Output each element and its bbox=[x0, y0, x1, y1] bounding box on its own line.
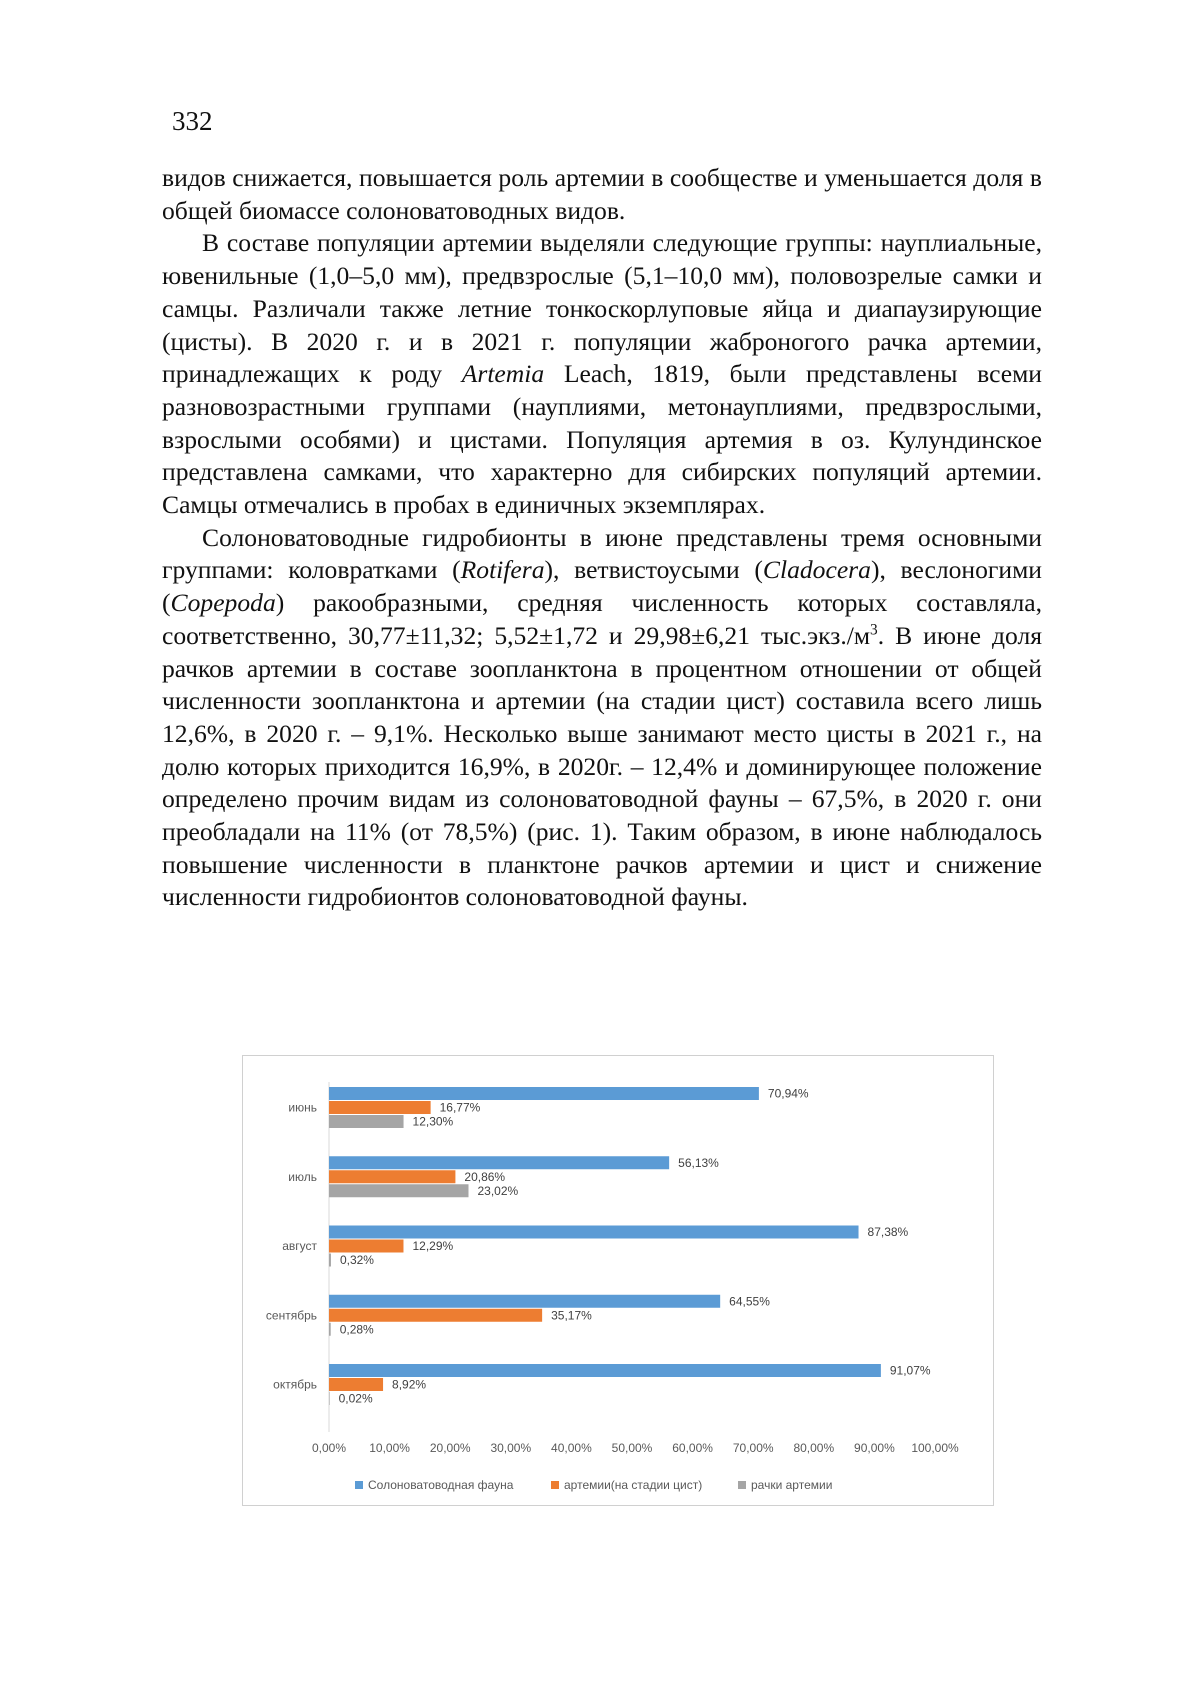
paragraph-1: видов снижается, повышается роль артемии в сообществе и уменьшается доля в общей биомассе солоноватоводных видов. bbox=[162, 162, 1042, 227]
bar bbox=[329, 1309, 542, 1322]
data-label: 35,17% bbox=[551, 1308, 592, 1322]
x-tick-label: 60,00% bbox=[672, 1441, 713, 1455]
data-label: 91,07% bbox=[890, 1364, 931, 1378]
paragraph-3-part-d: ) ракообразными, средняя численность которых составляла, соответственно, 30,77±11,32; 5,52±1,72 и 29,98±6,21 тыс.экз./м bbox=[162, 588, 1042, 650]
data-label: 87,38% bbox=[868, 1225, 909, 1239]
data-label: 16,77% bbox=[440, 1101, 481, 1115]
bar bbox=[329, 1087, 759, 1100]
data-label: 0,28% bbox=[340, 1322, 374, 1336]
x-tick-label: 80,00% bbox=[793, 1441, 834, 1455]
x-tick-label: 0,00% bbox=[312, 1441, 346, 1455]
x-tick-label: 70,00% bbox=[733, 1441, 774, 1455]
legend-swatch bbox=[355, 1481, 363, 1489]
taxon-copepoda: Copepoda bbox=[171, 588, 276, 617]
data-label: 20,86% bbox=[464, 1170, 505, 1184]
paragraph-2-part-a: В составе популяции артемии выделяли следующие группы: науплиальные, ювенильные (1,0–5,0 мм), предвзрослые (5,1–10,0 мм), половозрелые самки и самцы. Различали также летние тонкоскорлуповые яйца и диапаузирующие (цисты). В 2020 г. и в 2021 г. популяции жаброногого рачка артемии, принадлежащих к роду bbox=[162, 228, 1042, 388]
category-label: август bbox=[282, 1239, 317, 1253]
legend-label: Солоноватоводная фауна bbox=[368, 1478, 514, 1492]
paragraph-3-part-e: . В июне доля рачков артемии в составе зоопланктона в процентном отношении от общей численности зоопланктона и артемии (на стадии цист) составила всего лишь 12,6%, в 2020 г. – 9,1%. Несколько выше занимают место цисты в 2021 г., на долю которых приходится 16,9%, в 2020г. – 12,4% и доминирующее положение определено прочим видам из солоноватоводной фауны – 67,5%, в 2020 г. они преобладали на 11% (от 78,5%) (рис. 1). Таким образом, в июне наблюдалось повышение численности в планктоне рачков артемии и цист и снижение численности гидробионтов солоноватоводной фауны. bbox=[162, 621, 1042, 912]
bar-chart-svg bbox=[243, 1056, 993, 1505]
x-tick-label: 100,00% bbox=[911, 1441, 959, 1455]
legend-label: рачки артемии bbox=[751, 1478, 832, 1492]
paragraph-3-part-a: Солоноватоводные гидробионты в июне представлены тремя основными группами: коловратками ( bbox=[162, 523, 1042, 585]
bar bbox=[329, 1101, 431, 1114]
data-label: 23,02% bbox=[478, 1184, 519, 1198]
data-label: 70,94% bbox=[768, 1087, 809, 1101]
bar bbox=[329, 1115, 404, 1128]
cubic-superscript: 3 bbox=[870, 621, 878, 638]
paragraph-2 bbox=[162, 227, 1042, 521]
legend-swatch bbox=[551, 1481, 559, 1489]
body-text bbox=[162, 162, 1042, 914]
bar bbox=[329, 1240, 403, 1253]
bar bbox=[329, 1170, 455, 1183]
x-tick-label: 40,00% bbox=[551, 1441, 592, 1455]
data-label: 12,29% bbox=[412, 1239, 453, 1253]
data-label: 56,13% bbox=[678, 1156, 719, 1170]
bar bbox=[329, 1156, 669, 1169]
category-label: октябрь bbox=[273, 1378, 317, 1392]
category-label: сентябрь bbox=[266, 1308, 317, 1322]
category-label: июль bbox=[288, 1170, 317, 1184]
x-tick-label: 10,00% bbox=[369, 1441, 410, 1455]
data-label: 8,92% bbox=[392, 1378, 426, 1392]
paragraph-3-part-c: ), веслоногими ( bbox=[162, 555, 1042, 617]
taxon-rotifera: Rotifera bbox=[461, 555, 545, 584]
genus-artemia: Artemia bbox=[462, 359, 544, 388]
bar bbox=[329, 1226, 859, 1239]
data-label: 64,55% bbox=[729, 1294, 770, 1308]
data-label: 0,02% bbox=[339, 1392, 373, 1406]
bar bbox=[329, 1254, 331, 1267]
paragraph-3 bbox=[162, 522, 1042, 914]
legend-swatch bbox=[738, 1481, 746, 1489]
category-label: июнь bbox=[288, 1101, 317, 1115]
data-label: 0,32% bbox=[340, 1253, 374, 1267]
x-tick-label: 20,00% bbox=[430, 1441, 471, 1455]
bar bbox=[329, 1364, 881, 1377]
x-tick-label: 90,00% bbox=[854, 1441, 895, 1455]
bar bbox=[329, 1295, 720, 1308]
legend-label: артемии(на стадии цист) bbox=[564, 1478, 702, 1492]
x-tick-label: 30,00% bbox=[490, 1441, 531, 1455]
bar bbox=[329, 1323, 331, 1336]
data-label: 12,30% bbox=[413, 1115, 454, 1129]
x-tick-label: 50,00% bbox=[612, 1441, 653, 1455]
bar bbox=[329, 1392, 330, 1405]
paragraph-2-part-b: Leach, 1819, были представлены всеми разновозрастными группами (науплиями, метонауплиями, предвзрослыми, взрослыми особями) и цистами. Популяция артемия в оз. Кулундинское представлена самками, что характерно для сибирских популяций артемии. Самцы отмечались в пробах в единичных экземплярах. bbox=[162, 359, 1042, 519]
bar bbox=[329, 1378, 383, 1391]
taxon-cladocera: Cladocera bbox=[763, 555, 871, 584]
page-number: 332 bbox=[172, 106, 213, 137]
paragraph-3-part-b: ), ветвистоусыми ( bbox=[545, 555, 763, 584]
bar bbox=[329, 1184, 469, 1197]
figure-1-chart bbox=[242, 1055, 994, 1506]
